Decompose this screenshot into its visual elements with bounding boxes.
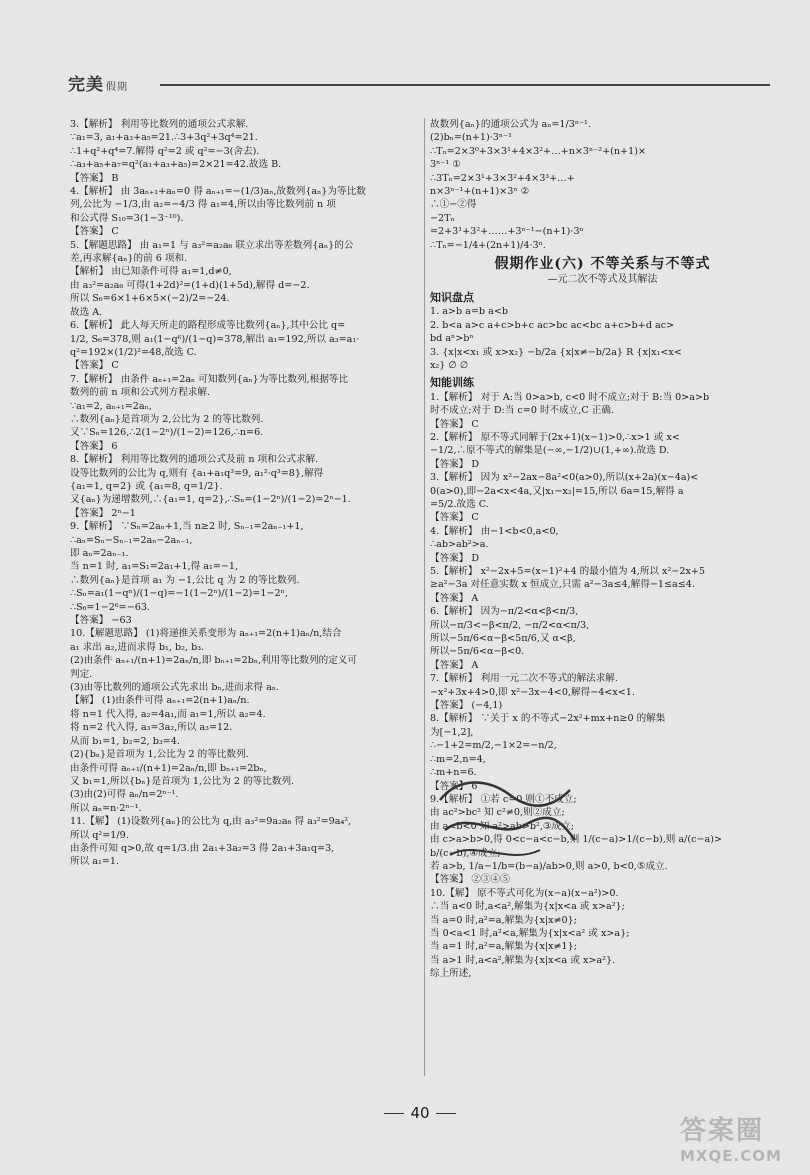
text-line: 由 a<b<0 知 a²>ab>b²,③成立; — [430, 820, 574, 832]
text-line: 列,公比为 −1/3,由 a₂=−4/3 得 a₁=4,所以由等比数列前 n 项 — [70, 199, 336, 211]
text-line: 由 ac²>bc² 知 c²≠0,则②成立; — [430, 807, 565, 819]
text-line: 10.【解题思路】 (1)将递推关系变形为 aₙ₊₁=2(n+1)aₙ/n,结合 — [70, 628, 342, 640]
column-divider — [424, 118, 425, 1076]
left-answer-column — [70, 118, 420, 869]
text-line: ∴a₃+a₅+a₇=q²(a₁+a₃+a₅)=2×21=42.故选 B. — [70, 159, 282, 171]
text-line: 由条件可知 q>0,故 q=1/3.由 2a₁+3a₂=3 得 2a₁+3a₁q=3, — [70, 842, 335, 854]
text-line: 9.【解析】 ∵Sₙ=2aₙ+1,当 n≥2 时, Sₙ₋₁=2aₙ₋₁+1, — [70, 521, 304, 533]
text-line: 4.【解析】 由−1<b<0,a<0, — [430, 525, 559, 537]
text-line: 【解】 (1)由条件可得 aₙ₊₁=2(n+1)aₙ/n. — [70, 695, 250, 707]
text-line: 将 n=2 代入得, a₃=3a₂,所以 a₃=12. — [70, 722, 233, 734]
text-line: x₂} ∅ ∅ — [430, 359, 469, 371]
text-line: 【答案】 −63 — [70, 615, 132, 627]
text-line: bd aⁿ>bⁿ — [430, 333, 474, 345]
text-line: 又{aₙ}为递增数列,∴{a₁=1, q=2},∴Sₙ=(1−2ⁿ)/(1−2)=2ⁿ−1. — [70, 494, 351, 506]
text-line: 由 a₃²=a₂a₆ 可得(1+2d)²=(1+d)(1+5d),解得 d=−2. — [70, 279, 310, 291]
text-line: 当 n=1 时, a₁=S₁=2a₁+1,得 a₁=−1, — [70, 561, 239, 573]
text-line: 由条件可得 aₙ₊₁/(n+1)=2aₙ/n,即 bₙ₊₁=2bₙ, — [70, 762, 267, 774]
text-line: 和公式得 S₁₀=3(1−3⁻¹⁰). — [70, 212, 184, 224]
text-line: 【答案】 2ⁿ−1 — [70, 507, 136, 519]
training-heading: 知能训练 — [430, 376, 474, 390]
text-line: 3.【解析】 因为 x²−2ax−8a²<0(a>0),所以(x+2a)(x−4a)< — [430, 472, 699, 484]
text-line: 为[−1,2], — [430, 726, 474, 738]
text-line: 又 b₁=1,所以{bₙ}是首项为 1,公比为 2 的等比数列. — [70, 775, 295, 787]
text-line: ∴1+q²+q⁴=7.解得 q²=2 或 q²=−3(舍去). — [70, 145, 260, 157]
text-line: 9.【解析】 ①若 c=0,则①不成立; — [430, 793, 577, 805]
text-line: 数列的前 n 项和公式列方程求解. — [70, 387, 211, 399]
text-line: 【答案】 D — [430, 458, 480, 470]
training-list — [430, 391, 775, 981]
text-line: 10.【解】 原不等式可化为(x−a)(x−a²)>0. — [430, 887, 619, 899]
text-line: 3. {x|x<x₁ 或 x>x₂} −b/2a {x|x≠−b/2a} R {x|x₁<x< — [430, 346, 682, 358]
text-line: 从而 b₁=1, b₂=2, b₃=4. — [70, 735, 180, 747]
text-line: 当 a>1 时,a<a²,解集为{x|x<a 或 x>a²}. — [430, 954, 616, 966]
text-line: 设等比数列的公比为 q,则有 {a₁+a₁q³=9, a₁²·q³=8},解得 — [70, 467, 324, 479]
text-line: ∴Tₙ=2×3⁰+3×3¹+4×3²+…+n×3ⁿ⁻²+(n+1)× — [430, 145, 646, 157]
text-line: ∵a₁=2, aₙ₊₁=2aₙ, — [70, 400, 152, 412]
text-line: 2. b<a a>c a+c>b+c ac>bc ac<bc a+c>b+d ac> — [430, 319, 675, 331]
text-line: ∴①−②得 — [430, 199, 477, 211]
logo-main-text: 完美 — [68, 75, 104, 95]
text-line: 综上所述, — [430, 968, 472, 980]
text-line: 【答案】 C — [70, 226, 119, 238]
text-line: ∴m=2,n=4, — [430, 753, 486, 765]
text-line: ∴S₆=1−2⁶=−63. — [70, 601, 150, 613]
text-line: ∴Tₙ=−1/4+(2n+1)/4·3ⁿ. — [430, 239, 546, 251]
text-line: ∴数列{aₙ}是首项 a₁ 为 −1,公比 q 为 2 的等比数列. — [70, 574, 300, 586]
logo-sub-text: 假期 — [106, 82, 128, 93]
text-line: 故选 A. — [70, 306, 103, 318]
text-line: 1. a>b a=b a<b — [430, 306, 509, 318]
knowledge-heading: 知识盘点 — [430, 290, 474, 304]
text-line: −1/2,∴原不等式的解集是(−∞,−1/2)∪(1,+∞).故选 D. — [430, 445, 670, 457]
text-line: 7.【解析】 由条件 aₙ₊₁=2aₙ 可知数列{aₙ}为等比数列,根据等比 — [70, 373, 349, 385]
text-line: 所以 a₁=1. — [70, 856, 119, 868]
text-line: 所以 aₙ=n·2ⁿ⁻¹. — [70, 802, 142, 814]
text-line: ∴ab>ab²>a. — [430, 539, 489, 551]
text-line: b/(c−b),④成立; — [430, 847, 501, 859]
text-line: 【答案】 6 — [430, 780, 478, 792]
text-line: 若 a>b, 1/a−1/b=(b−a)/ab>0,则 a>0, b<0,⑤成立. — [430, 860, 668, 872]
text-line: 【答案】 (−4,1) — [430, 700, 503, 712]
text-line: 所以 S₆=6×1+6×5×(−2)/2=−24. — [70, 293, 230, 305]
knowledge-list — [430, 305, 775, 372]
text-line: 【解析】 由已知条件可得 a₁=1,d≠0, — [70, 266, 232, 278]
text-line: 7.【解析】 利用一元二次不等式的解法求解. — [430, 673, 618, 685]
section-title: 假期作业(六) 不等关系与不等式 — [494, 256, 711, 273]
site-watermark — [680, 1110, 800, 1170]
text-line: 【答案】 C — [430, 512, 479, 524]
text-line: ∴aₙ=Sₙ−Sₙ₋₁=2aₙ−2aₙ₋₁, — [70, 534, 193, 546]
text-line: ∴m+n=6. — [430, 767, 477, 779]
text-line: (3)由(2)可得 aₙ/n=2ⁿ⁻¹. — [70, 789, 179, 801]
text-line: 所以−5π/6<α−β<0. — [430, 646, 525, 658]
text-line: ∴Sₙ=a₁(1−qⁿ)/(1−q)=−1(1−2ⁿ)/(1−2)=1−2ⁿ, — [70, 588, 288, 600]
text-line: −2Tₙ — [430, 212, 455, 224]
text-line: (2)由条件 aₙ₊₁/(n+1)=2aₙ/n,即 bₙ₊₁=2bₙ,利用等比数列的定义可 — [70, 655, 357, 667]
text-line: 5.【解题思路】 由 a₁=1 与 a₃²=a₂a₆ 联立求出等差数列{aₙ}的公 — [70, 239, 354, 251]
text-line: 4.【解析】 由 3aₙ₊₁+aₙ=0 得 aₙ₊₁=−(1/3)aₙ,故数列{aₙ}为等比数 — [70, 186, 366, 198]
text-line: 又∵Sₙ=126,∴2(1−2ⁿ)/(1−2)=126,∴n=6. — [70, 427, 264, 439]
text-line: ∴当 a<0 时,a<a²,解集为{x|x<a 或 x>a²}; — [430, 901, 625, 913]
text-line: 所以−5π/6<α−β<5π/6,又 α<β, — [430, 633, 576, 645]
text-line: 【答案】 6 — [70, 440, 118, 452]
text-line: 2.【解析】 原不等式同解于(2x+1)(x−1)>0,∴x>1 或 x< — [430, 431, 680, 443]
text-line: ∴数列{aₙ}是首项为 2,公比为 2 的等比数列. — [70, 413, 264, 425]
watermark-main: 答案圈 — [680, 1116, 765, 1146]
watermark-sub: MXQE.COM — [680, 1147, 782, 1165]
text-line: {a₁=1, q=2} 或 {a₁=8, q=1/2}. — [70, 480, 223, 492]
text-line: 3.【解析】 利用等比数列的通项公式求解. — [70, 119, 249, 130]
text-line: 【答案】 C — [70, 360, 119, 372]
text-line: 1.【解析】 对于 A:当 0>a>b, c<0 时不成立;对于 B:当 0>a>b — [430, 391, 710, 403]
text-line: 6.【解析】 此人每天所走的路程形成等比数列{aₙ},其中公比 q= — [70, 320, 346, 332]
text-line: 【答案】 A — [430, 592, 479, 604]
text-line: 11.【解】 (1)设数列{aₙ}的公比为 q,由 a₃²=9a₂a₆ 得 a₃²=9a₄², — [70, 816, 352, 828]
text-line: 差,再求解{aₙ}的前 6 项和. — [70, 253, 188, 265]
page-header — [60, 70, 770, 94]
text-line: =2+3¹+3²+……+3ⁿ⁻¹−(n+1)·3ⁿ — [430, 226, 584, 238]
text-line: 【答案】 ②③④⑤ — [430, 874, 510, 886]
text-line: 所以−π/3<−β<π/2, −π/2<α<π/3, — [430, 619, 590, 631]
text-line: =5/2.故选 C. — [430, 498, 489, 510]
text-line: 5.【解析】 x²−2x+5=(x−1)²+4 的最小值为 4,所以 x²−2x+5 — [430, 566, 706, 577]
text-line: 时不成立;对于 D:当 c=0 时不成立,C 正确. — [430, 405, 615, 417]
text-line: 即 aₙ=2aₙ₋₁. — [70, 548, 129, 559]
text-line: 【答案】 C — [430, 418, 479, 430]
text-line: a₁ 求出 a₂,进而求得 b₁, b₂, b₃. — [70, 641, 205, 653]
book-logo — [68, 70, 128, 95]
text-line: 将 n=1 代入得, a₂=4a₁,而 a₁=1,所以 a₂=4. — [70, 708, 266, 720]
text-line: 8.【解析】 ∵关于 x 的不等式−2x²+mx+n≥0 的解集 — [430, 713, 666, 725]
text-line: 8.【解析】 利用等比数列的通项公式及前 n 项和公式求解. — [70, 454, 319, 466]
section-subtitle: —元二次不等式及其解法 — [547, 274, 658, 286]
text-line: (2){bₙ}是首项为 1,公比为 2 的等比数列. — [70, 749, 249, 761]
text-line: ≥a²−3a 对任意实数 x 恒成立,只需 a²−3a≤4,解得−1≤a≤4. — [430, 579, 695, 591]
text-line: 判定. — [70, 668, 93, 680]
text-line: 【答案】 A — [430, 659, 479, 671]
header-rule — [160, 84, 770, 86]
text-line: −x²+3x+4>0,即 x²−3x−4<0,解得−4<x<1. — [430, 686, 635, 698]
text-line: 3ⁿ⁻¹ ① — [430, 159, 461, 171]
text-line: (2)bₙ=(n+1)·3ⁿ⁻¹ — [430, 132, 512, 144]
text-line: ∴3Tₙ=2×3¹+3×3²+4×3³+…+ — [430, 172, 575, 184]
text-line: 所以 q²=1/9. — [70, 829, 129, 841]
text-line: ∵a₁=3, a₁+a₃+a₅=21.∴3+3q²+3q⁴=21. — [70, 132, 258, 144]
text-line: 1/2, S₆=378,则 a₁(1−q⁶)/(1−q)=378,解出 a₁=192,所以 a₃=a₁· — [70, 333, 360, 345]
text-line: ∴−1+2=m/2,−1×2=−n/2, — [430, 740, 557, 752]
text-line: 当 a=0 时,a²=a,解集为{x|x≠0}; — [430, 914, 577, 926]
handwritten-scribble — [430, 770, 580, 870]
page-number — [370, 1104, 470, 1122]
page-number-text: 40 — [410, 1104, 430, 1122]
right-column-top — [430, 118, 775, 252]
text-line: 当 0<a<1 时,a²<a,解集为{x|x<a² 或 x>a}; — [430, 927, 630, 939]
text-line: 由 c>a>b>0,得 0<c−a<c−b,则 1/(c−a)>1/(c−b),则 a/(c−a)> — [430, 834, 723, 846]
text-line: 6.【解析】 因为−π/2<α<β<π/3, — [430, 606, 579, 618]
text-line: 【答案】 B — [70, 172, 119, 184]
text-line: 【答案】 D — [430, 552, 480, 564]
text-line: q²=192×(1/2)²=48,故选 C. — [70, 346, 197, 358]
text-line: 故数列{aₙ}的通项公式为 aₙ=1/3ⁿ⁻¹. — [430, 119, 591, 130]
text-line: 当 a=1 时,a²=a,解集为{x|x≠1}; — [430, 941, 577, 953]
text-line: n×3ⁿ⁻¹+(n+1)×3ⁿ ② — [430, 186, 530, 198]
text-line: (3)由等比数列的通项公式先求出 bₙ,进而求得 aₙ. — [70, 682, 280, 694]
text-line: 0(a>0),即−2a<x<4a,又|x₁−x₂|=15,所以 6a=15,解得 a — [430, 485, 684, 497]
